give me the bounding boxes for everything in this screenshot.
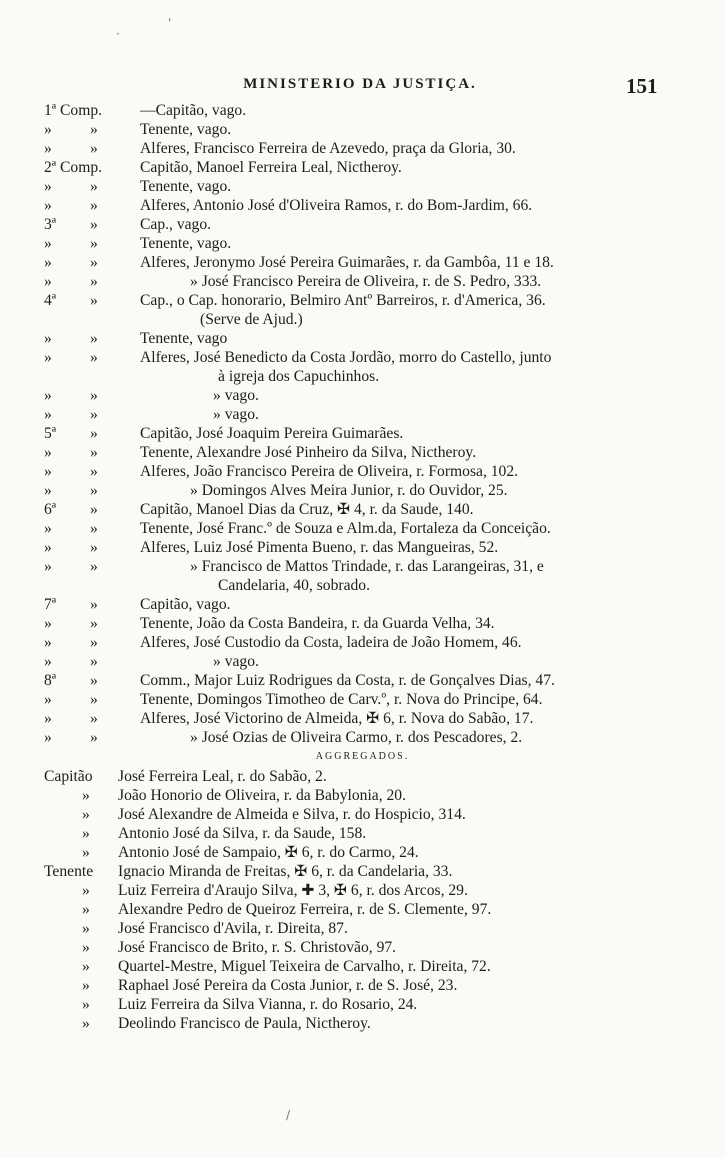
- aggregado-line: [0, 995, 725, 1014]
- company-label: 6ª: [44, 501, 57, 518]
- entry-text: » vago.: [213, 387, 259, 404]
- company-label: 5ª: [44, 425, 57, 442]
- entry-text: Alferes, Jeronymo José Pereira Guimarães, r. da Gambôa, 11 e 18.: [140, 254, 554, 271]
- rank-label: »: [82, 901, 90, 918]
- company-label: 7ª: [44, 596, 57, 613]
- entry-text: José Francisco de Brito, r. S. Christovão, 97.: [118, 939, 397, 956]
- roster-line: [0, 386, 725, 405]
- rank-label: »: [82, 844, 90, 861]
- entry-text: Cap., vago.: [140, 216, 212, 233]
- company-label: »: [44, 444, 52, 461]
- roster-line: [0, 709, 725, 728]
- entry-text: Candelaria, 40, sobrado.: [218, 577, 370, 594]
- ditto-mark: »: [90, 444, 98, 461]
- ditto-mark: »: [90, 729, 98, 746]
- roster-line: [0, 557, 725, 576]
- entry-text: Alferes, José Victorino de Almeida, ✠ 6, r. Nova do Sabão, 17.: [140, 710, 534, 727]
- entry-text: Antonio José da Silva, r. da Saude, 158.: [118, 825, 367, 842]
- ditto-mark: »: [90, 653, 98, 670]
- ditto-mark: »: [90, 425, 98, 442]
- roster-line: [0, 101, 725, 120]
- company-label: »: [44, 691, 52, 708]
- company-label: »: [44, 254, 52, 271]
- ditto-mark: »: [90, 254, 98, 271]
- entry-text: » José Ozias de Oliveira Carmo, r. dos Pescadores, 2.: [190, 729, 523, 746]
- entry-text: —Capitão, vago.: [140, 102, 247, 119]
- ditto-mark: »: [90, 121, 98, 138]
- entry-text: Alferes, José Custodio da Costa, ladeira de João Homem, 46.: [140, 634, 522, 651]
- company-label: »: [44, 178, 52, 195]
- entry-text: Deolindo Francisco de Paula, Nictheroy.: [118, 1015, 371, 1032]
- entry-text: Alexandre Pedro de Queiroz Ferreira, r. de S. Clemente, 97.: [118, 901, 492, 918]
- company-label: »: [44, 349, 52, 366]
- scan-speck: /: [286, 1108, 291, 1122]
- entry-text: Capitão, vago.: [140, 596, 231, 613]
- rank-label: »: [82, 920, 90, 937]
- rank-label: »: [82, 996, 90, 1013]
- rank-label: »: [82, 1015, 90, 1032]
- aggregado-line: [0, 881, 725, 900]
- ditto-mark: »: [90, 520, 98, 537]
- company-label: »: [44, 330, 52, 347]
- scan-speck: ·: [116, 27, 120, 41]
- company-label: »: [44, 235, 52, 252]
- entry-text: Tenente, Domingos Timotheo de Carv.º, r. Nova do Principe, 64.: [140, 691, 543, 708]
- roster-line: [0, 500, 725, 519]
- aggregado-line: [0, 767, 725, 786]
- roster-line: [0, 614, 725, 633]
- ditto-mark: »: [90, 349, 98, 366]
- aggregado-line: [0, 900, 725, 919]
- company-label: »: [44, 539, 52, 556]
- roster-line: [0, 272, 725, 291]
- entry-text: » José Francisco Pereira de Oliveira, r. de S. Pedro, 333.: [190, 273, 542, 290]
- entry-text: José Alexandre de Almeida e Silva, r. do Hospicio, 314.: [118, 806, 466, 823]
- ditto-mark: »: [90, 501, 98, 518]
- aggregado-line: [0, 976, 725, 995]
- ditto-mark: »: [90, 634, 98, 651]
- roster-line: [0, 424, 725, 443]
- roster-line: [0, 291, 725, 310]
- ditto-mark: »: [90, 482, 98, 499]
- scan-speck: ': [168, 16, 172, 30]
- aggregado-line: [0, 824, 725, 843]
- rank-label: Capitão: [44, 768, 93, 785]
- entry-text: Ignacio Miranda de Freitas, ✠ 6, r. da Candelaria, 33.: [118, 863, 453, 880]
- roster-line: [0, 633, 725, 652]
- roster-line: [0, 139, 725, 158]
- section-heading: AGGREGADOS.: [315, 751, 410, 762]
- aggregado-line: [0, 957, 725, 976]
- rank-label: »: [82, 787, 90, 804]
- roster-line: [0, 177, 725, 196]
- entry-text: Cap., o Cap. honorario, Belmiro Antº Barreiros, r. d'America, 36.: [140, 292, 546, 309]
- entry-text: à igreja dos Capuchinhos.: [218, 368, 380, 385]
- aggregado-line: [0, 805, 725, 824]
- entry-text: Tenente, Alexandre José Pinheiro da Silva, Nictheroy.: [140, 444, 477, 461]
- roster-line: [0, 652, 725, 671]
- roster-line: [0, 595, 725, 614]
- roster-line: [0, 234, 725, 253]
- roster-line: [0, 367, 725, 386]
- aggregado-line: [0, 919, 725, 938]
- entry-text: Tenente, vago.: [140, 178, 232, 195]
- entry-text: Quartel-Mestre, Miguel Teixeira de Carvalho, r. Direita, 72.: [118, 958, 491, 975]
- aggregado-line: [0, 1014, 725, 1033]
- page-header: [0, 74, 725, 102]
- company-label: »: [44, 520, 52, 537]
- ditto-mark: »: [90, 292, 98, 309]
- company-label: »: [44, 558, 52, 575]
- roster-line: [0, 215, 725, 234]
- entry-text: Alferes, José Benedicto da Costa Jordão, morro do Castello, junto: [140, 349, 552, 366]
- company-label: »: [44, 634, 52, 651]
- company-label: »: [44, 387, 52, 404]
- aggregado-line: [0, 843, 725, 862]
- ditto-mark: »: [90, 463, 98, 480]
- entry-text: Alferes, Antonio José d'Oliveira Ramos, r. do Bom-Jardim, 66.: [140, 197, 533, 214]
- ditto-mark: »: [90, 615, 98, 632]
- page-title: MINISTERIO DA JUSTIÇA.: [243, 76, 477, 92]
- ditto-mark: »: [90, 235, 98, 252]
- ditto-mark: »: [90, 216, 98, 233]
- rank-label: »: [82, 958, 90, 975]
- company-label: »: [44, 140, 52, 157]
- aggregado-line: [0, 862, 725, 881]
- roster-line: [0, 405, 725, 424]
- roster-line: [0, 481, 725, 500]
- entry-text: Luiz Ferreira da Silva Vianna, r. do Rosario, 24.: [118, 996, 418, 1013]
- entry-text: Alferes, João Francisco Pereira de Oliveira, r. Formosa, 102.: [140, 463, 519, 480]
- company-label: »: [44, 273, 52, 290]
- roster-line: [0, 690, 725, 709]
- roster-line: [0, 519, 725, 538]
- entry-text: Tenente, vago.: [140, 235, 232, 252]
- rank-label: »: [82, 939, 90, 956]
- company-label: »: [44, 615, 52, 632]
- entry-text: Antonio José de Sampaio, ✠ 6, r. do Carmo, 24.: [118, 844, 419, 861]
- company-label: »: [44, 710, 52, 727]
- ditto-mark: »: [90, 273, 98, 290]
- ditto-mark: »: [90, 197, 98, 214]
- entry-text: Tenente, José Franc.º de Souza e Alm.da, Fortaleza da Conceição.: [140, 520, 551, 537]
- company-label: »: [44, 482, 52, 499]
- roster-line: [0, 120, 725, 139]
- ditto-mark: »: [90, 672, 98, 689]
- entry-text: » Domingos Alves Meira Junior, r. do Ouvidor, 25.: [190, 482, 508, 499]
- rank-label: »: [82, 825, 90, 842]
- rank-label: »: [82, 977, 90, 994]
- roster-line: [0, 310, 725, 329]
- entry-text: João Honorio de Oliveira, r. da Babylonia, 20.: [118, 787, 406, 804]
- entry-text: Tenente, vago.: [140, 121, 232, 138]
- entry-text: Capitão, Manoel Dias da Cruz, ✠ 4, r. da Saude, 140.: [140, 501, 474, 518]
- company-label: 3ª: [44, 216, 57, 233]
- entry-text: Capitão, José Joaquim Pereira Guimarães.: [140, 425, 404, 442]
- ditto-mark: »: [90, 558, 98, 575]
- roster-line: [0, 253, 725, 272]
- entry-text: Capitão, Manoel Ferreira Leal, Nictheroy.: [140, 159, 402, 176]
- ditto-mark: »: [90, 387, 98, 404]
- entry-text: Tenente, vago: [140, 330, 228, 347]
- company-label: »: [44, 197, 52, 214]
- entry-text: Alferes, Luiz José Pimenta Bueno, r. das Mangueiras, 52.: [140, 539, 499, 556]
- ditto-mark: »: [90, 596, 98, 613]
- entry-text: » Francisco de Mattos Trindade, r. das Larangeiras, 31, e: [190, 558, 544, 575]
- ditto-mark: »: [90, 691, 98, 708]
- rank-label: Tenente: [44, 863, 94, 880]
- ditto-mark: »: [90, 406, 98, 423]
- company-label: »: [44, 121, 52, 138]
- roster-line: [0, 671, 725, 690]
- entry-text: Alferes, Francisco Ferreira de Azevedo, praça da Gloria, 30.: [140, 140, 516, 157]
- company-label: 4ª: [44, 292, 57, 309]
- company-label: 8ª: [44, 672, 57, 689]
- aggregado-line: [0, 938, 725, 957]
- company-label: 2ª Comp.: [44, 159, 103, 176]
- entry-text: (Serve de Ajud.): [200, 311, 303, 328]
- rank-label: »: [82, 806, 90, 823]
- entry-text: » vago.: [213, 406, 259, 423]
- roster-line: [0, 196, 725, 215]
- entry-text: Raphael José Pereira da Costa Junior, r. de S. José, 23.: [118, 977, 458, 994]
- ditto-mark: »: [90, 140, 98, 157]
- roster-line: [0, 443, 725, 462]
- entry-text: José Ferreira Leal, r. do Sabão, 2.: [118, 768, 327, 785]
- ditto-mark: »: [90, 539, 98, 556]
- company-label: »: [44, 406, 52, 423]
- company-label: 1ª Comp.: [44, 102, 103, 119]
- ditto-mark: »: [90, 178, 98, 195]
- rank-label: »: [82, 882, 90, 899]
- roster-line: [0, 462, 725, 481]
- ditto-mark: »: [90, 710, 98, 727]
- company-list: [0, 101, 725, 1033]
- company-label: »: [44, 653, 52, 670]
- entry-text: José Francisco d'Avila, r. Direita, 87.: [118, 920, 348, 937]
- entry-text: » vago.: [213, 653, 259, 670]
- company-label: »: [44, 729, 52, 746]
- entry-text: Comm., Major Luiz Rodrigues da Costa, r. de Gonçalves Dias, 47.: [140, 672, 555, 689]
- roster-line: [0, 728, 725, 747]
- roster-line: [0, 348, 725, 367]
- page-number: 151: [626, 74, 658, 98]
- entry-text: Tenente, João da Costa Bandeira, r. da Guarda Velha, 34.: [140, 615, 495, 632]
- roster-line: [0, 576, 725, 595]
- aggregado-line: [0, 786, 725, 805]
- ditto-mark: »: [90, 330, 98, 347]
- roster-line: [0, 538, 725, 557]
- entry-text: Luiz Ferreira d'Araujo Silva, ✚ 3, ✠ 6, r. dos Arcos, 29.: [118, 882, 468, 899]
- roster-line: [0, 158, 725, 177]
- roster-line: [0, 329, 725, 348]
- company-label: »: [44, 463, 52, 480]
